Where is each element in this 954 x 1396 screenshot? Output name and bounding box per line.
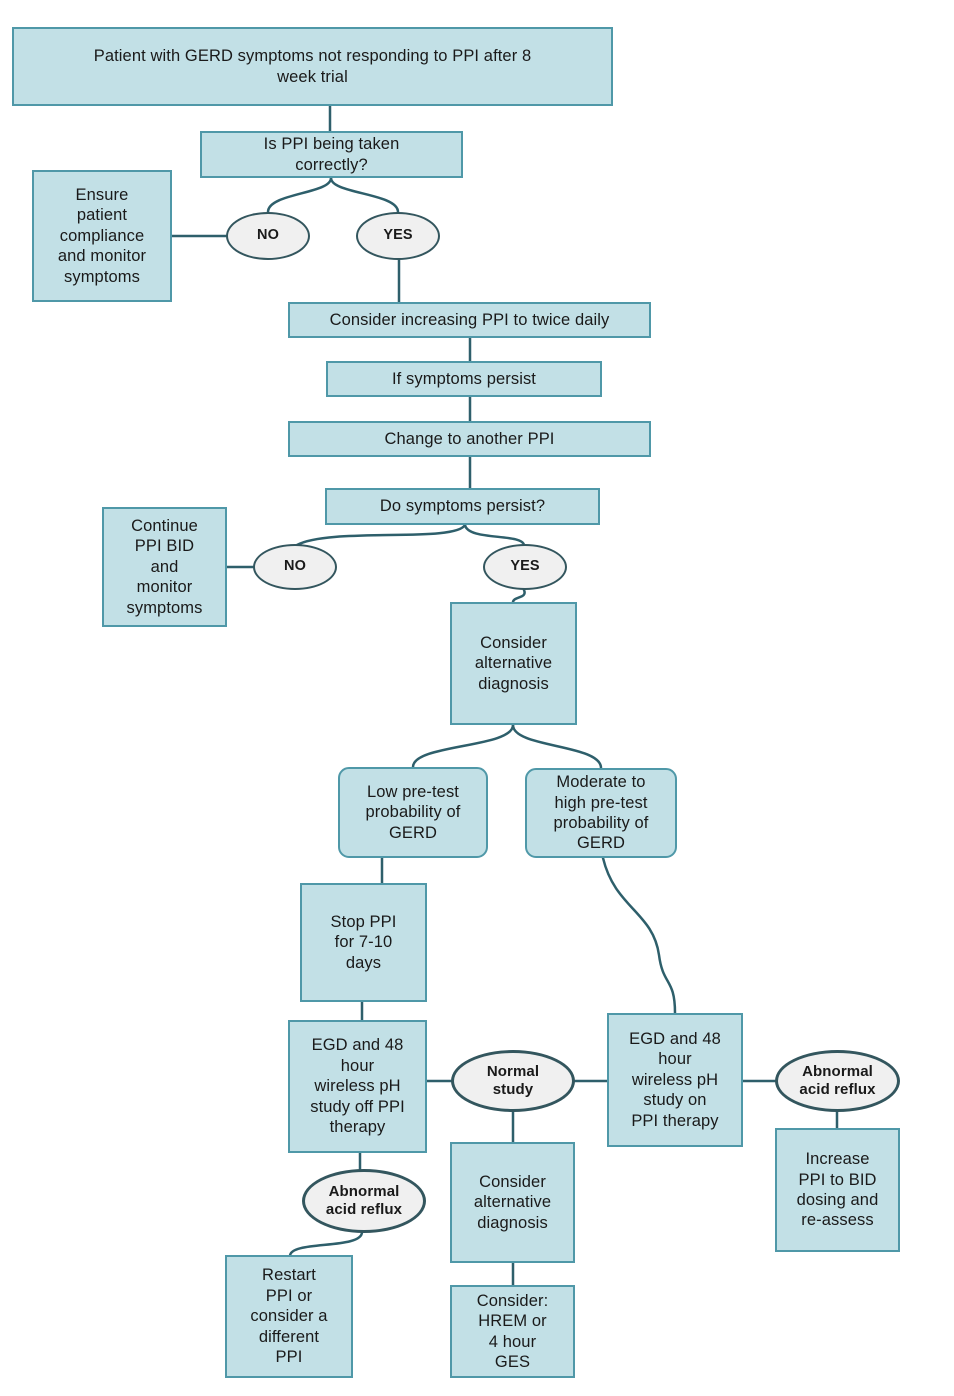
- label-no-1: NO: [226, 212, 310, 260]
- node-do-symptoms-persist: Do symptoms persist?: [325, 488, 600, 525]
- edge-moderate-to-egdon: [603, 858, 675, 1013]
- node-ensure-patient-compliance: Ensure patient compliance and monitor symptoms: [32, 170, 172, 302]
- node-continue-ppi-bid: Continue PPI BID and monitor symptoms: [102, 507, 227, 627]
- edge-abnormal-to-restart: [290, 1232, 362, 1256]
- node-low-pretest-probability: Low pre-test probability of GERD: [338, 767, 488, 858]
- edge-question-fork-yes: [331, 178, 398, 212]
- edge-question-fork-no: [268, 178, 331, 212]
- node-increase-ppi-bid-reassess: Increase PPI to BID dosing and re-assess: [775, 1128, 900, 1252]
- label-normal-study: Normal study: [451, 1050, 575, 1112]
- label-abnormal-acid-reflux-right: Abnormal acid reflux: [775, 1050, 900, 1112]
- node-consider-hrem-ges: Consider: HREM or 4 hour GES: [450, 1285, 575, 1378]
- node-if-symptoms-persist: If symptoms persist: [326, 361, 602, 397]
- node-egd-ph-study-off-ppi: EGD and 48 hour wireless pH study off PPI therapy: [288, 1020, 427, 1153]
- node-is-ppi-taken-correctly: Is PPI being taken correctly?: [200, 131, 463, 178]
- node-stop-ppi-7-10-days: Stop PPI for 7-10 days: [300, 883, 427, 1002]
- node-change-to-another-ppi: Change to another PPI: [288, 421, 651, 457]
- node-moderate-high-pretest-probability: Moderate to high pre-test probability of GERD: [525, 768, 677, 858]
- node-egd-ph-study-on-ppi: EGD and 48 hour wireless pH study on PPI therapy: [607, 1013, 743, 1147]
- node-restart-ppi: Restart PPI or consider a different PPI: [225, 1255, 353, 1378]
- node-consider-alternative-diagnosis-1: Consider alternative diagnosis: [450, 602, 577, 725]
- label-no-2: NO: [253, 544, 337, 590]
- node-consider-alternative-diagnosis-2: Consider alternative diagnosis: [450, 1142, 575, 1263]
- edge-dopersist-fork-yes: [465, 525, 524, 545]
- edge-alt1-fork-moderate: [513, 725, 601, 768]
- label-yes-2: YES: [483, 544, 567, 590]
- label-yes-1: YES: [356, 212, 440, 260]
- label-abnormal-acid-reflux-left: Abnormal acid reflux: [302, 1169, 426, 1233]
- node-patient-gerd-symptoms: Patient with GERD symptoms not responding to PPI after 8 week trial: [12, 27, 613, 106]
- node-consider-increasing-ppi: Consider increasing PPI to twice daily: [288, 302, 651, 338]
- edge-alt1-fork-low: [413, 725, 513, 767]
- edge-dopersist-fork-no: [297, 525, 465, 545]
